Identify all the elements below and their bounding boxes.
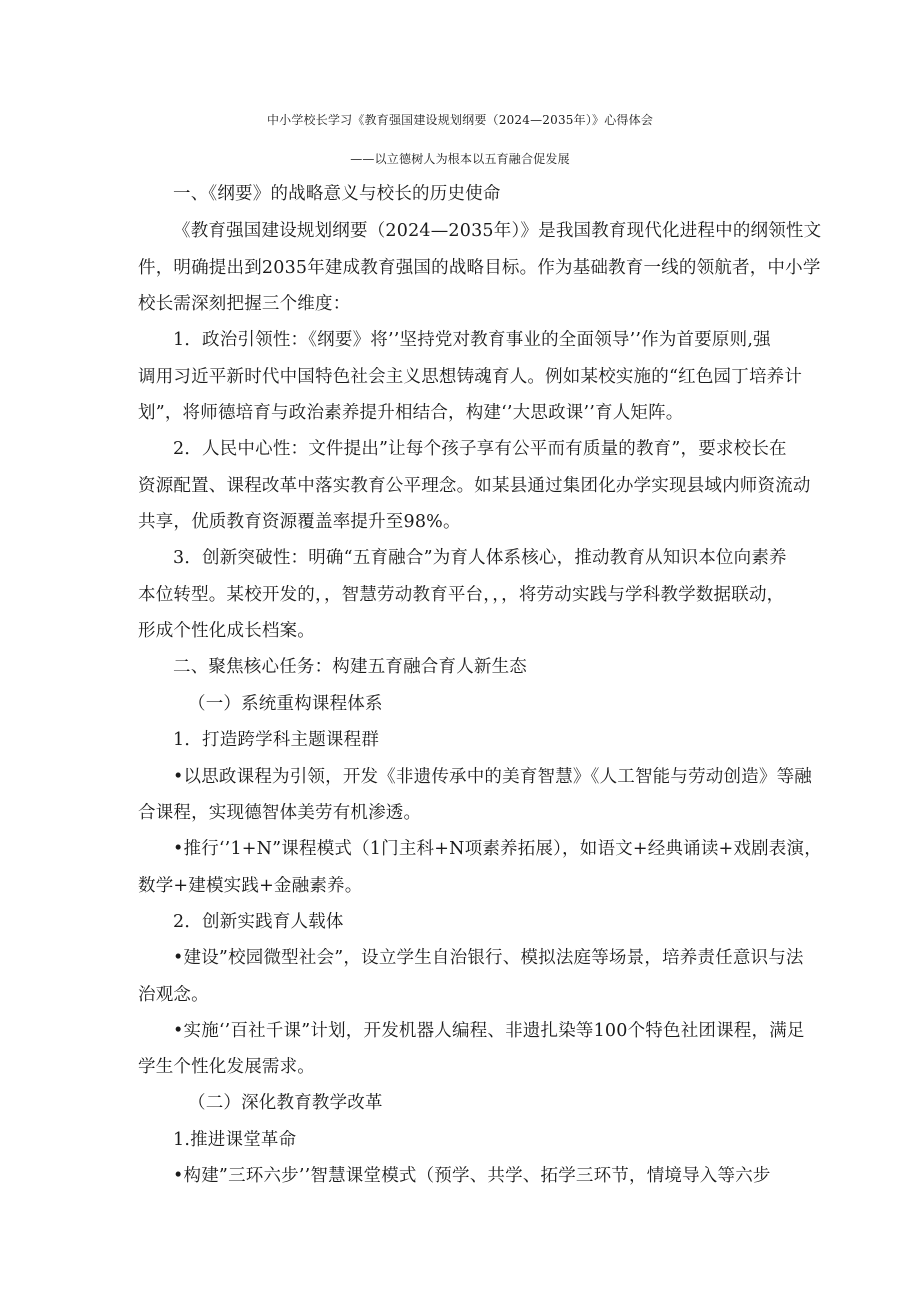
paragraph-line: 形成个性化成长档案。 bbox=[138, 621, 315, 641]
section-heading-2: 二、聚焦核心任务：构建五育融合育人新生态 bbox=[173, 657, 527, 677]
bullet-line: •以思政课程为引领，开发《非遗传承中的美育智慧》《人工智能与劳动创造》等融 bbox=[173, 767, 812, 787]
paragraph-line: 治观念。 bbox=[138, 985, 209, 1005]
paragraph-line: 《教育强国建设规划纲要（2024—2035年）》是我国教育现代化进程中的纲领性文 bbox=[173, 221, 822, 241]
paragraph-line: 资源配置、课程改革中落实教育公平理念。如某县通过集团化办学实现县域内师资流动 bbox=[138, 476, 811, 496]
list-item-line: 2．创新实践育人载体 bbox=[173, 912, 344, 932]
list-item-line: 1．政治引领性：《纲要》将’’坚持党对教育事业的全面领导’’作为首要原则,强 bbox=[173, 330, 771, 350]
document-title: 中小学校长学习《教育强国建设规划纲要（2024—2035年）》心得体会 bbox=[266, 113, 654, 127]
paragraph-line: 合课程，实现德智体美劳有机渗透。 bbox=[138, 803, 422, 823]
bullet-line: •建设”校园微型社会”，设立学生自治银行、模拟法庭等场景，培养责任意识与法 bbox=[173, 948, 804, 968]
subsection-heading: （一）系统重构课程体系 bbox=[188, 694, 383, 714]
section-heading-1: 一、《纲要》的战略意义与校长的历史使命 bbox=[173, 184, 501, 204]
bullet-line: •构建”三环六步’’智慧课堂模式（预学、共学、拓学三环节，情境导入等六步 bbox=[173, 1166, 771, 1186]
bullet-line: •实施‘’百社千课”计划，开发机器人编程、非遗扎染等100个特色社团课程，满足 bbox=[173, 1021, 805, 1041]
paragraph-line: 共享，优质教育资源覆盖率提升至98%。 bbox=[138, 512, 461, 532]
paragraph-line: 校长需深刻把握三个维度： bbox=[138, 294, 351, 314]
paragraph-line: 调用习近平新时代中国特色社会主义思想铸魂育人。例如某校实施的“红色园丁培养计 bbox=[138, 367, 803, 387]
paragraph-line: 划”，将师德培育与政治素养提升相结合，构建‘’大思政课’’育人矩阵。 bbox=[138, 403, 684, 423]
list-item-line: 2．人民中心性：文件提出”让每个孩子享有公平而有质量的教育”，要求校长在 bbox=[173, 439, 787, 459]
paragraph-line: 件，明确提出到2035年建成教育强国的战略目标。作为基础教育一线的领航者，中小学 bbox=[138, 258, 821, 278]
list-item-line: 3．创新突破性：明确“五育融合”为育人体系核心，推动教育从知识本位向素养 bbox=[173, 548, 787, 568]
paragraph-line: 数学+建模实践+金融素养。 bbox=[138, 876, 363, 896]
paragraph-line: 学生个性化发展需求。 bbox=[138, 1057, 315, 1077]
list-item-line: 1．打造跨学科主题课程群 bbox=[173, 730, 380, 750]
document-subtitle: ——以立德树人为根本以五育融合促发展 bbox=[350, 152, 570, 166]
subsection-heading: （二）深化教育教学改革 bbox=[188, 1093, 383, 1113]
paragraph-line: 本位转型。某校开发的，，智慧劳动教育平台，，，将劳动实践与学科教学数据联动， bbox=[138, 585, 785, 605]
list-item-line: 1.推进课堂革命 bbox=[173, 1130, 297, 1150]
bullet-line: •推行‘’1+N”课程模式（1门主科+N项素养拓展），如语文+经典诵读+戏剧表演， bbox=[173, 839, 822, 859]
